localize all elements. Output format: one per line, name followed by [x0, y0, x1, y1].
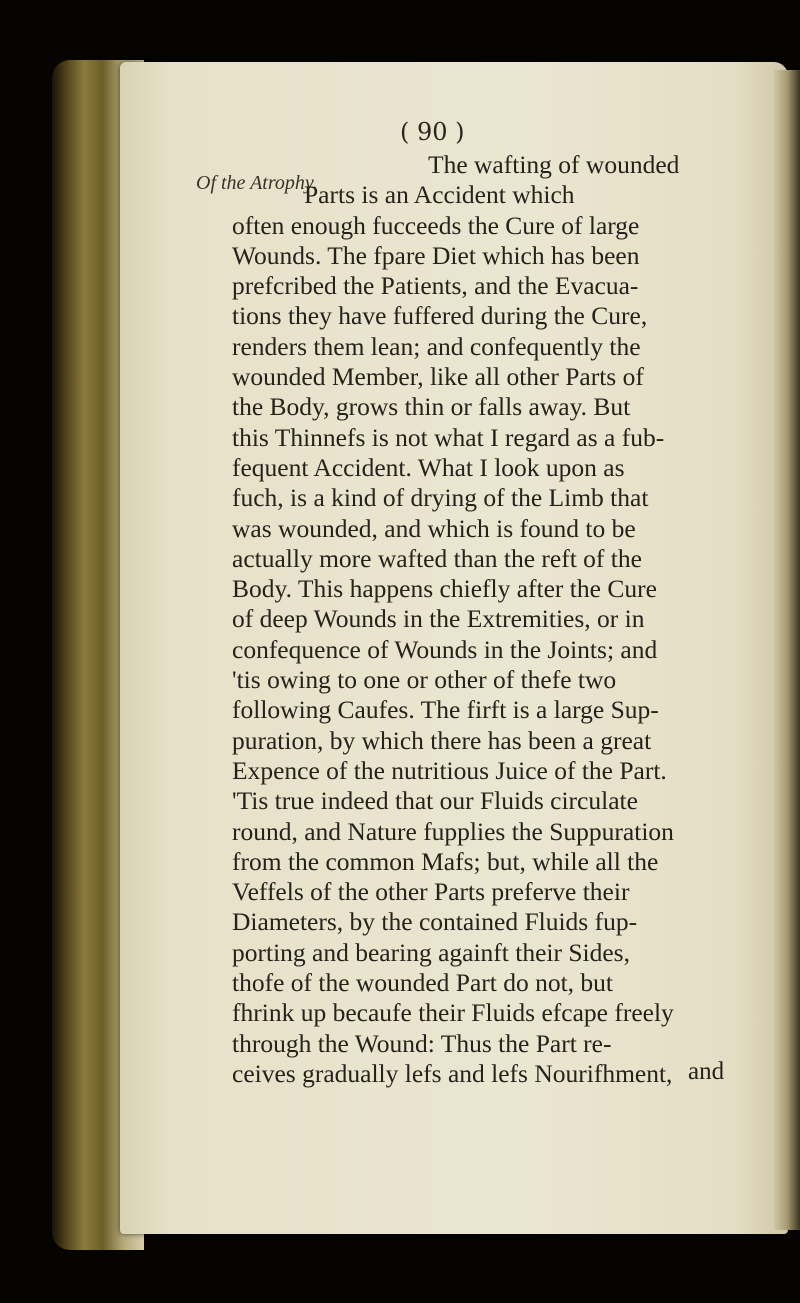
text-line: Expence of the nutritious Juice of the Part.	[232, 755, 667, 785]
text-line: was wounded, and which is found to be	[232, 513, 636, 543]
text-line: often enough fucceeds the Cure of large	[232, 210, 640, 240]
text-line: fequent Accident. What I look upon as	[232, 452, 625, 482]
page-edge	[774, 70, 800, 1230]
text-line: fhrink up becaufe their Fluids efcape freely	[232, 998, 674, 1028]
text-line: through the Wound: Thus the Part re-	[232, 1028, 612, 1058]
text-line: Diameters, by the contained Fluids fup-	[232, 907, 638, 937]
body-text	[232, 150, 742, 1089]
text-line: thofe of the wounded Part do not, but	[232, 968, 614, 998]
text-line: fuch, is a kind of drying of the Limb that	[232, 483, 649, 513]
text-line: round, and Nature fupplies the Suppuration	[232, 816, 674, 846]
text-line: following Caufes. The firft is a large Sup-	[232, 695, 659, 725]
text-line: from the common Mafs; but, while all the	[232, 846, 659, 876]
page-number: ( 90 )	[400, 118, 465, 146]
text-line: 'tis owing to one or other of thefe two	[232, 665, 617, 695]
text-line: porting and bearing againft their Sides,	[232, 937, 630, 967]
text-line: puration, by which there has been a great	[232, 725, 652, 755]
text-line: The wafting of wounded	[428, 150, 680, 179]
text-line: actually more wafted than the reft of the	[232, 543, 642, 573]
text-line: the Body, grows thin or falls away. But	[232, 392, 631, 422]
text-line: Body. This happens chiefly after the Cure	[232, 574, 657, 604]
text-line: ceives gradually lefs and lefs Nourifhment,	[232, 1058, 673, 1088]
margin-note: Of the Atrophy.	[196, 172, 318, 194]
catchword: and	[688, 1058, 725, 1085]
text-line: renders them lean; and confequently the	[232, 331, 641, 361]
text-line: of deep Wounds in the Extremities, or in	[232, 604, 645, 634]
text-line: prefcribed the Patients, and the Evacua-	[232, 271, 639, 301]
text-line: Parts is an Accident which	[304, 180, 575, 210]
text-line: 'Tis true indeed that our Fluids circulate	[232, 786, 638, 816]
text-line: Veffels of the other Parts preferve their	[232, 877, 630, 907]
text-line: tions they have fuffered during the Cure,	[232, 301, 648, 331]
text-line: this Thinnefs is not what I regard as a fub-	[232, 422, 665, 452]
text-line: confequence of Wounds in the Joints; and	[232, 634, 658, 664]
text-line: Wounds. The fpare Diet which has been	[232, 240, 640, 270]
text-line: wounded Member, like all other Parts of	[232, 362, 644, 392]
